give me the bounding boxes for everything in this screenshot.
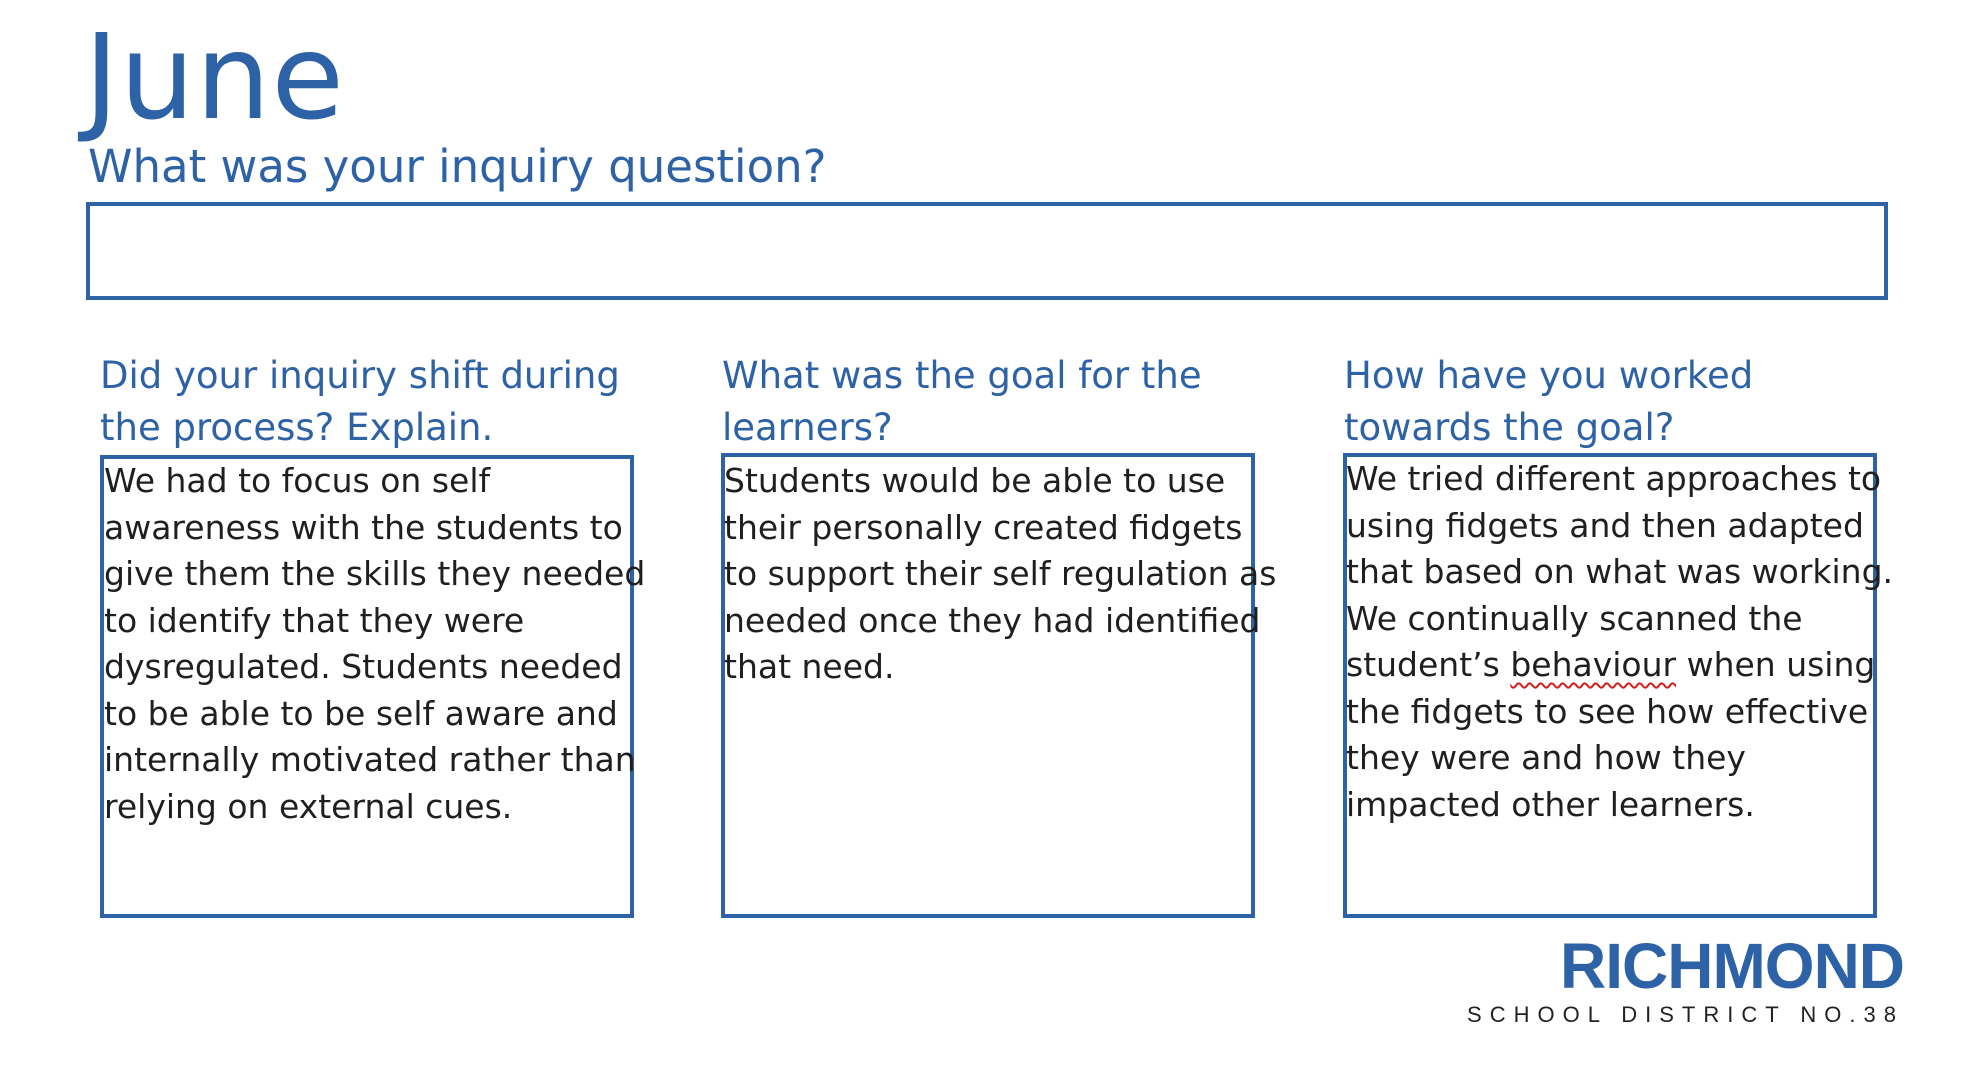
inquiry-answer-box[interactable] — [86, 202, 1888, 300]
answer-line: to be able to be self aware and — [104, 693, 618, 733]
answer-line: to identify that they were — [104, 600, 525, 640]
page-title: June — [84, 8, 345, 146]
worked-towards-answer-text — [1346, 456, 1893, 828]
heading-line: What was the goal for the — [722, 354, 1202, 397]
logo-subtitle: SCHOOL DISTRICT NO.38 — [1467, 1002, 1904, 1027]
worked-towards-heading — [1344, 350, 1753, 454]
logo-wordmark: RICHMOND — [1560, 930, 1904, 1002]
answer-line: We continually scanned the — [1346, 598, 1803, 638]
answer-line: their personally created fidgets — [724, 507, 1243, 547]
goal-answer-text — [724, 458, 1276, 691]
shift-question-heading — [100, 350, 620, 454]
answer-line: awareness with the students to — [104, 507, 623, 547]
answer-line: We had to focus on self — [104, 461, 491, 500]
answer-line: that need. — [724, 647, 895, 686]
answer-line: internally motivated rather than — [104, 740, 636, 779]
inquiry-question-label: What was your inquiry question? — [88, 140, 827, 193]
answer-line: We tried different approaches to — [1346, 459, 1882, 498]
answer-line: they were and how they — [1346, 738, 1746, 777]
answer-line: Students would be able to use — [724, 461, 1226, 500]
heading-line: Did your inquiry shift during — [100, 354, 620, 397]
answer-line: impacted other learners. — [1346, 784, 1755, 824]
heading-line: towards the goal? — [1344, 406, 1675, 449]
answer-line: relying on external cues. — [104, 786, 513, 826]
answer-line: that based on what was working. — [1346, 552, 1894, 591]
answer-line: needed once they had identified — [724, 600, 1261, 640]
spellcheck-flagged-word: behaviour — [1510, 645, 1677, 684]
answer-line: dysregulated. Students needed — [104, 647, 623, 686]
richmond-school-district-logo — [1467, 930, 1904, 1027]
answer-line: using fidgets and then adapted — [1346, 505, 1864, 545]
answer-line: give them the skills they needed — [104, 554, 646, 593]
heading-line: learners? — [722, 406, 893, 449]
heading-line: How have you worked — [1344, 354, 1754, 397]
goal-question-heading — [722, 350, 1202, 454]
heading-line: the process? Explain. — [100, 406, 494, 449]
answer-line: to support their self regulation as — [724, 554, 1277, 593]
shift-answer-text — [104, 458, 645, 830]
answer-line: student’s behaviour when using — [1346, 645, 1876, 684]
answer-line: the fidgets to see how effective — [1346, 691, 1869, 731]
